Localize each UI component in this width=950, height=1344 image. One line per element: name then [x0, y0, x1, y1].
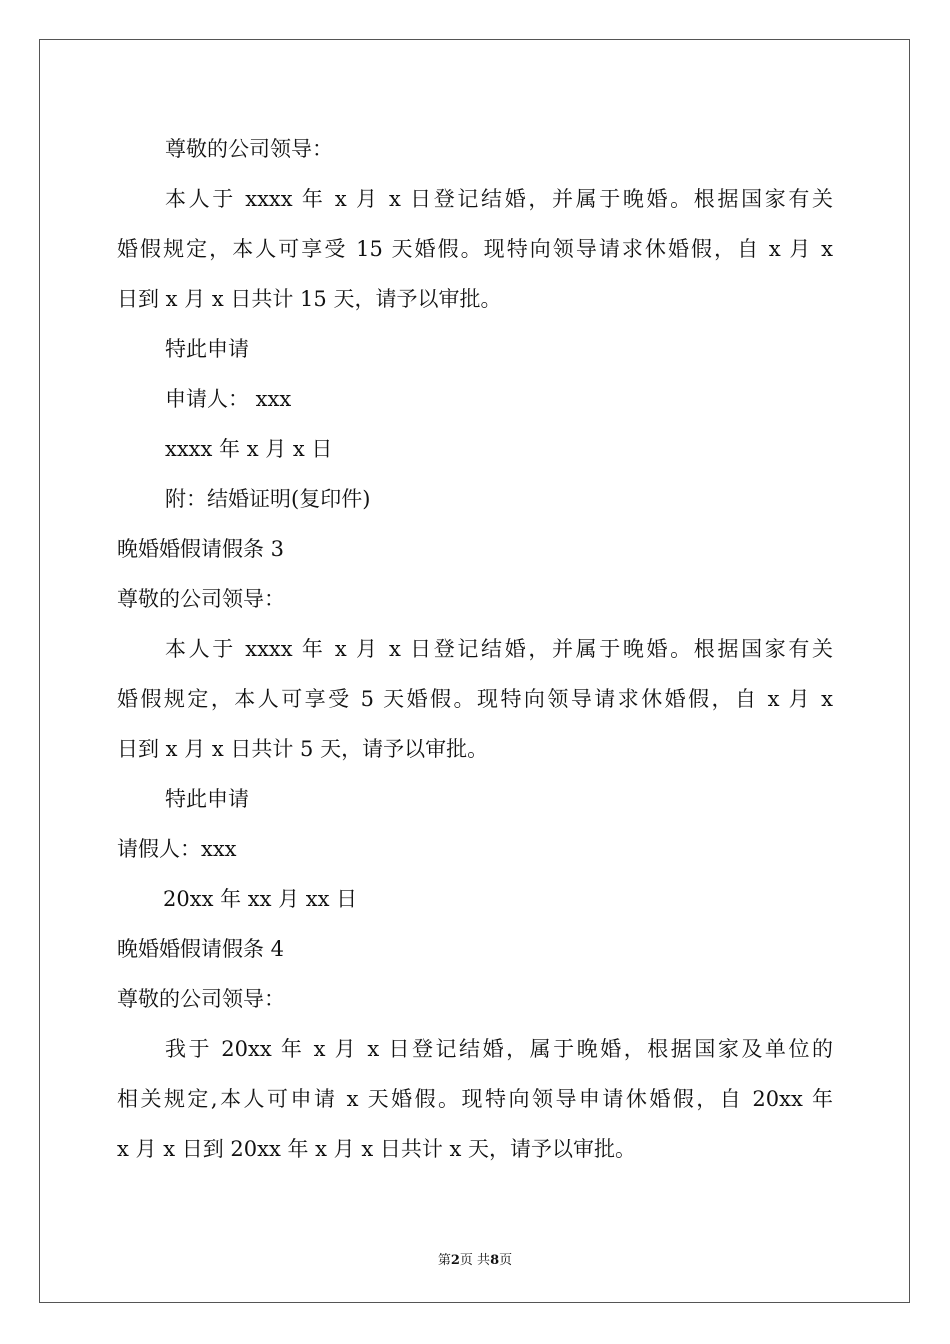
page-mid: 页 共 — [459, 1253, 491, 1268]
page-footer — [0, 1249, 950, 1268]
salutation: 尊敬的公司领导： — [117, 987, 285, 1011]
closing-text: 特此申请 — [165, 337, 249, 361]
body-line: 婚假规定，本人可享受 5 天婚假。现特向领导请求休婚假，自 x 月 x — [117, 687, 833, 711]
page-prefix: 第 — [437, 1253, 451, 1268]
body-line: 日到 x 月 x 日共计 15 天，请予以审批。 — [117, 287, 502, 311]
page-total: 8 — [490, 1253, 500, 1268]
body-line: 相关规定,本人可申请 x 天婚假。现特向领导申请休婚假，自 20xx 年 — [117, 1087, 833, 1111]
body-line: 日到 x 月 x 日共计 5 天，请予以审批。 — [117, 737, 489, 761]
section-title: 晚婚婚假请假条 4 — [117, 937, 285, 961]
page-border — [39, 39, 910, 1303]
body-line: 本人于 xxxx 年 x 月 x 日登记结婚，并属于晚婚。根据国家有关 — [165, 637, 833, 661]
attachment-line: 附：结婚证明(复印件) — [165, 487, 371, 511]
page-current: 2 — [450, 1253, 460, 1268]
applicant-line: 请假人：xxx — [117, 837, 237, 861]
closing-text: 特此申请 — [165, 787, 249, 811]
body-line: 本人于 xxxx 年 x 月 x 日登记结婚，并属于晚婚。根据国家有关 — [165, 187, 833, 211]
date-line: 20xx 年 xx 月 xx 日 — [163, 887, 358, 911]
section-title: 晚婚婚假请假条 3 — [117, 537, 285, 561]
body-line: 我于 20xx 年 x 月 x 日登记结婚，属于晚婚，根据国家及单位的 — [165, 1037, 833, 1061]
page-suffix: 页 — [499, 1253, 513, 1268]
salutation: 尊敬的公司领导： — [117, 587, 285, 611]
applicant-line: 申请人： xxx — [165, 387, 292, 411]
body-line: x 月 x 日到 20xx 年 x 月 x 日共计 x 天，请予以审批。 — [117, 1137, 637, 1161]
date-line: xxxx 年 x 月 x 日 — [165, 437, 333, 461]
salutation: 尊敬的公司领导： — [165, 137, 333, 161]
body-line: 婚假规定，本人可享受 15 天婚假。现特向领导请求休婚假，自 x 月 x — [117, 237, 833, 261]
